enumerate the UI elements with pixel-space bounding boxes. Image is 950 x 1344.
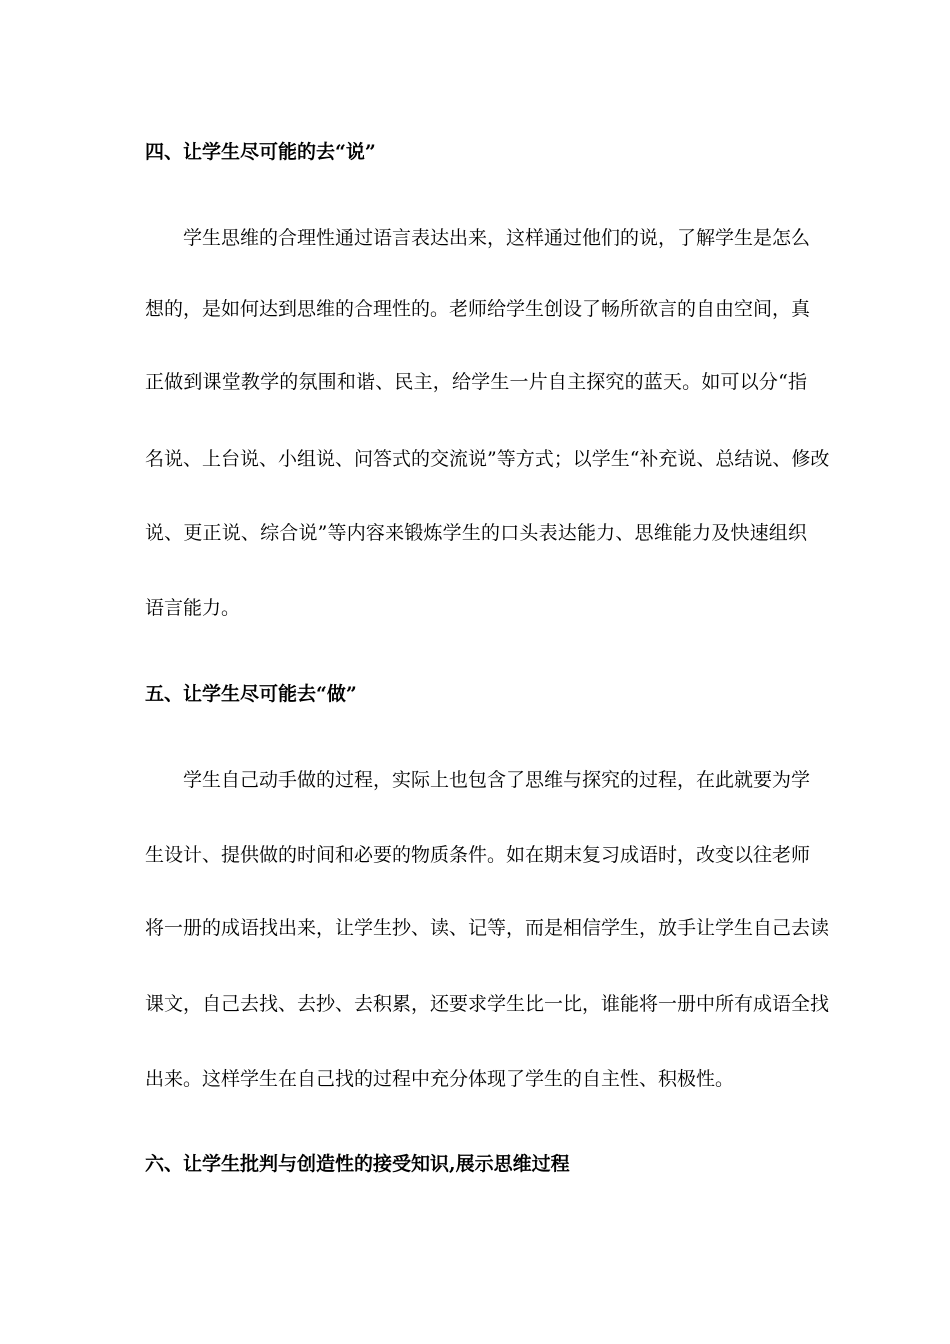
paragraph-line: 学生自己动手做的过程，实际上也包含了思维与探究的过程，在此就要为学 (183, 769, 811, 791)
paragraph-line: 名说、上台说、小组说、问答式的交流说”等方式；以学生“补充说、总结说、修改 (145, 448, 830, 470)
paragraph-line: 课文，自己去找、去抄、去积累，还要求学生比一比，谁能将一册中所有成语全找 (145, 993, 830, 1015)
paragraph-line: 出来。这样学生在自己找的过程中充分体现了学生的自主性、积极性。 (145, 1068, 735, 1090)
paragraph-line: 学生思维的合理性通过语言表达出来，这样通过他们的说，了解学生是怎么 (183, 227, 811, 249)
paragraph-line: 将一册的成语找出来，让学生抄、读、记等，而是相信学生，放手让学生自己去读 (145, 917, 830, 939)
paragraph-line: 生设计、提供做的时间和必要的物质条件。如在期末复习成语时，改变以往老师 (145, 844, 811, 866)
section-heading-5: 五、让学生尽可能去“做” (145, 683, 357, 705)
section-heading-6: 六、让学生批判与创造性的接受知识,展示思维过程 (145, 1153, 570, 1175)
paragraph-line: 说、更正说、综合说”等内容来锻炼学生的口头表达能力、思维能力及快速组织 (145, 522, 807, 544)
paragraph-line: 正做到课堂教学的氛围和谐、民主，给学生一片自主探究的蓝天。如可以分“指 (145, 371, 807, 393)
section-heading-4: 四、让学生尽可能的去“说” (145, 141, 376, 163)
paragraph-line: 想的，是如何达到思维的合理性的。老师给学生创设了畅所欲言的自由空间，真 (145, 298, 811, 320)
paragraph-line: 语言能力。 (145, 597, 241, 619)
